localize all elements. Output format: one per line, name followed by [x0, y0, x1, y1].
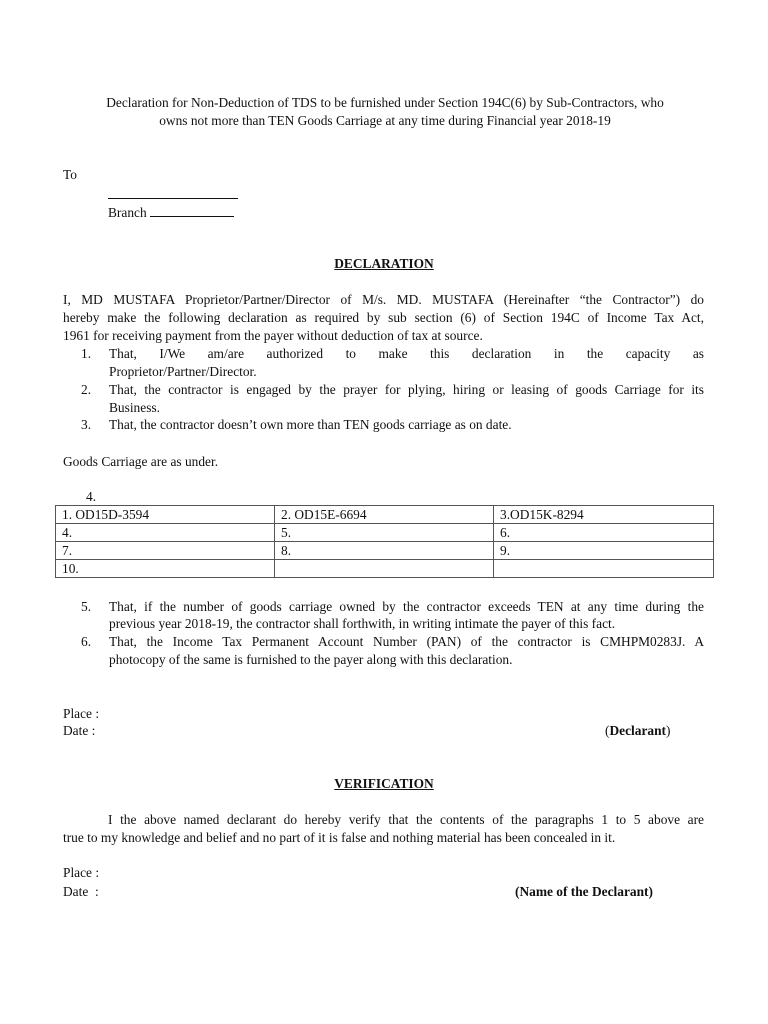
item-number: 6. — [81, 634, 92, 649]
declarant-name-label: (Name of the Declarant) — [515, 884, 653, 899]
item-4-number: 4. — [86, 489, 97, 504]
table-cell — [494, 560, 714, 578]
item-text: That, the contractor is engaged by the prayer for plying, hiring or leasing of goods Carriage for its — [109, 382, 704, 397]
item-text: That, if the number of goods carriage owned by the contractor exceeds TEN at any time during the — [109, 599, 704, 614]
table-cell: 10. — [56, 560, 275, 578]
table-cell: 4. — [56, 524, 275, 542]
table-cell: 8. — [275, 542, 494, 560]
table-cell: 3.OD15K-8294 — [494, 506, 714, 524]
verification-date-label: Date : — [63, 884, 99, 899]
intro-line-2: hereby make the following declaration as required by sub section (6) of Section 194C of Income Tax Act, — [63, 310, 704, 325]
declarant-label — [605, 722, 670, 740]
goods-carriage-table — [55, 505, 714, 578]
branch-blank — [150, 202, 234, 217]
document-title — [55, 94, 715, 130]
title-line-2: owns not more than TEN Goods Carriage at any time during Financial year 2018-19 — [159, 113, 611, 128]
verification-line-2: true to my knowledge and belief and no part of it is false and nothing material has been concealed in it. — [63, 830, 616, 845]
table-cell: 1. OD15D-3594 — [56, 506, 275, 524]
branch-label: Branch — [108, 205, 147, 220]
verification-place-label: Place : — [63, 865, 100, 880]
table-cell: 6. — [494, 524, 714, 542]
item-text: Business. — [109, 400, 160, 415]
verification-line-1: I the above named declarant do hereby verify that the contents of the paragraphs 1 to 5 above are — [108, 812, 704, 827]
declaration-heading: DECLARATION — [334, 256, 434, 271]
table-row — [56, 506, 714, 524]
branch-line — [108, 202, 234, 222]
item-number: 3. — [81, 417, 92, 432]
item-number: 2. — [81, 382, 92, 397]
table-cell: 9. — [494, 542, 714, 560]
to-label: To — [63, 167, 77, 182]
table-cell: 7. — [56, 542, 275, 560]
intro-line-1: I, MD MUSTAFA Proprietor/Partner/Director of M/s. MD. MUSTAFA (Hereinafter “the Contractor”) do — [63, 292, 704, 307]
table-cell: 5. — [275, 524, 494, 542]
table-row — [56, 524, 714, 542]
declarant-paren-close: ) — [666, 723, 671, 738]
table-row — [56, 542, 714, 560]
item-text: previous year 2018-19, the contractor shall forthwith, in writing intimate the payer of this fact. — [109, 616, 616, 631]
item-text: Proprietor/Partner/Director. — [109, 364, 257, 379]
intro-line-3: 1961 for receiving payment from the payer without deduction of tax at source. — [63, 328, 483, 343]
to-blank-line — [108, 184, 238, 204]
date-label: Date : — [63, 723, 96, 738]
item-text: That, the Income Tax Permanent Account Number (PAN) of the contractor is CMHPM0283J. A — [109, 634, 704, 649]
table-cell: 2. OD15E-6694 — [275, 506, 494, 524]
title-line-1: Declaration for Non-Deduction of TDS to be furnished under Section 194C(6) by Sub-Contractors, who — [106, 95, 664, 110]
item-text: That, the contractor doesn’t own more than TEN goods carriage as on date. — [109, 417, 512, 432]
item-number: 5. — [81, 599, 92, 614]
goods-carriage-label: Goods Carriage are as under. — [63, 454, 219, 469]
verification-heading: VERIFICATION — [334, 776, 434, 791]
declarant-word: Declarant — [609, 723, 666, 738]
table-cell — [275, 560, 494, 578]
declarant-paren-open: ( — [605, 723, 610, 738]
item-text: photocopy of the same is furnished to the payer along with this declaration. — [109, 652, 513, 667]
item-number: 1. — [81, 346, 92, 361]
table-row — [56, 560, 714, 578]
place-label: Place : — [63, 706, 100, 721]
item-text: That, I/We am/are authorized to make this declaration in the capacity as — [109, 346, 704, 361]
